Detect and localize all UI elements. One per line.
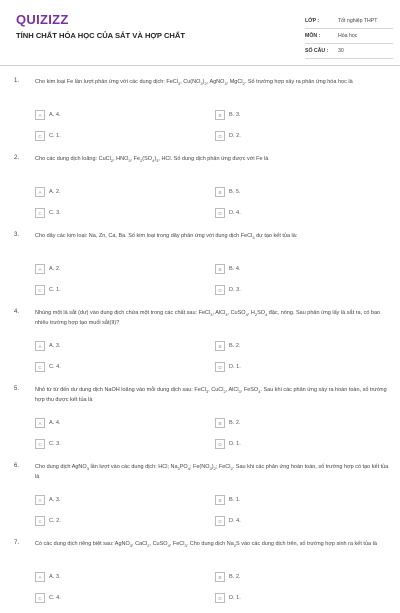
option-letter-box[interactable]: D — [215, 208, 225, 218]
option-letter-box[interactable]: D — [215, 439, 225, 449]
meta-row-class — [305, 14, 393, 29]
answer-option-c[interactable] — [35, 285, 61, 295]
answer-option-c[interactable] — [35, 131, 61, 141]
question-block — [0, 74, 400, 151]
option-letter-box[interactable]: B — [215, 495, 225, 505]
option-letter-box[interactable]: D — [215, 516, 225, 526]
answer-option-d[interactable] — [215, 208, 241, 218]
question-number: 4. — [14, 309, 20, 315]
meta-key: LỚP : — [305, 18, 320, 24]
answer-option-c[interactable] — [35, 593, 61, 603]
meta-value: 30 — [338, 48, 344, 54]
option-letter-box[interactable]: B — [215, 264, 225, 274]
meta-key: SỐ CÂU : — [305, 48, 329, 54]
meta-value: Tốt nghiệp THPT — [338, 18, 378, 24]
question-text: Cho kim loại Fe lần lượt phản ứng với các dung dịch: FeCl$_3$, $Cu(NO_3)_2$, AgNO$_3$, MgCl$_2$. Số trường hợp xảy ra phản ứng hóa học là — [35, 79, 353, 87]
question-text: Cho dãy các kim loại: Na, Zn, Ca, Ba. Số kim loại trong dãy phản ứng với dung dịch FeCl$_3$ dư tạo kết tủa là: — [35, 233, 298, 241]
answer-option-d[interactable] — [215, 285, 241, 295]
question-text: Có các dung dịch riêng biệt sau: AgNO$_3$, CaCl$_2$, CuSO$_4$, FeCl$_3$. Cho dung dịch $Na_2S$ vào các dung dịch trên, số trường hợp sinh ra kết tủa là — [35, 541, 377, 549]
option-letter-box[interactable]: B — [215, 110, 225, 120]
page-title: TÍNH CHẤT HÓA HỌC CỦA SẮT VÀ HỢP CHẤT — [16, 31, 186, 40]
answer-option-b[interactable] — [215, 110, 241, 120]
option-letter-box[interactable]: C — [35, 439, 45, 449]
answer-option-b[interactable] — [215, 572, 241, 582]
answer-option-d[interactable] — [215, 516, 241, 526]
option-label: B. 2. — [229, 420, 241, 426]
option-letter-box[interactable]: C — [35, 362, 45, 372]
answer-option-a[interactable] — [35, 495, 61, 505]
option-letter-box[interactable]: C — [35, 208, 45, 218]
option-label: A. 3. — [49, 574, 61, 580]
option-label: B. 2. — [229, 574, 241, 580]
option-label: B. 1. — [229, 497, 241, 503]
option-letter-box[interactable]: B — [215, 187, 225, 197]
question-text: Nhỏ từ từ đến dư dung dịch NaOH loãng vào mỗi dung dịch sau: FeCl$_3$, CuCl$_2$, AlCl$_3$, FeSO$_4$. Sau khi các phản ứng xảy ra hoàn toàn, số trường hợp thu được kết tủa là — [35, 387, 387, 404]
option-label: D. 3. — [229, 287, 241, 293]
answer-option-b[interactable] — [215, 187, 241, 197]
question-number: 3. — [14, 232, 20, 238]
option-label: A. 2. — [49, 266, 61, 272]
question-block — [0, 459, 400, 536]
answer-option-c[interactable] — [35, 516, 61, 526]
question-number: 2. — [14, 155, 20, 161]
meta-value: Hóa học — [338, 33, 358, 39]
option-letter-box[interactable]: C — [35, 593, 45, 603]
answer-option-d[interactable] — [215, 131, 241, 141]
answer-option-c[interactable] — [35, 362, 61, 372]
option-label: A. 4. — [49, 112, 61, 118]
option-letter-box[interactable]: A — [35, 187, 45, 197]
meta-row-count — [305, 44, 393, 59]
question-number: 5. — [14, 386, 20, 392]
question-block — [0, 382, 400, 459]
header — [0, 0, 400, 62]
question-list — [0, 74, 400, 613]
header-divider — [0, 65, 400, 66]
meta-table — [305, 14, 393, 59]
quizizz-logo: QUIZIZZ — [16, 12, 69, 27]
answer-option-b[interactable] — [215, 264, 241, 274]
answer-option-d[interactable] — [215, 593, 241, 603]
option-letter-box[interactable]: D — [215, 362, 225, 372]
question-block — [0, 151, 400, 228]
answer-option-c[interactable] — [35, 439, 61, 449]
meta-row-subject — [305, 29, 393, 44]
question-block — [0, 228, 400, 305]
question-number: 7. — [14, 540, 20, 546]
option-label: C. 4. — [49, 364, 61, 370]
option-label: B. 2. — [229, 343, 241, 349]
option-letter-box[interactable]: A — [35, 264, 45, 274]
option-label: D. 2. — [229, 133, 241, 139]
option-label: A. 3. — [49, 497, 61, 503]
question-text: Cho các dung dịch loãng: CuCl$_2$, $HNO_3$, $Fe_2(SO_4)_3$, HCl. Số dung dịch phản ứng được với Fe là — [35, 156, 269, 164]
option-letter-box[interactable]: B — [215, 341, 225, 351]
option-label: D. 1. — [229, 441, 241, 447]
answer-option-d[interactable] — [215, 439, 241, 449]
option-label: A. 2. — [49, 189, 61, 195]
answer-option-a[interactable] — [35, 418, 61, 428]
option-letter-box[interactable]: A — [35, 495, 45, 505]
option-letter-box[interactable]: A — [35, 341, 45, 351]
answer-option-c[interactable] — [35, 208, 61, 218]
answer-option-a[interactable] — [35, 187, 61, 197]
option-letter-box[interactable]: D — [215, 285, 225, 295]
answer-option-b[interactable] — [215, 418, 241, 428]
option-label: D. 4. — [229, 210, 241, 216]
answer-option-a[interactable] — [35, 341, 61, 351]
option-letter-box[interactable]: D — [215, 593, 225, 603]
option-label: C. 1. — [49, 287, 61, 293]
question-text: Cho dung dịch AgNO$_3$ lần lượt vào các dung dịch: HCl; $Na_3PO_4$; $Fe(NO_3)_2$; FeCl$_2$. Sau khi các phản ứng hoàn toàn, số trường hợp có tạo kết tủa là — [35, 464, 389, 481]
answer-option-b[interactable] — [215, 341, 241, 351]
option-label: B. 4. — [229, 266, 241, 272]
meta-key: MÔN : — [305, 33, 321, 39]
answer-option-d[interactable] — [215, 362, 241, 372]
option-label: D. 1. — [229, 595, 241, 601]
option-label: C. 3. — [49, 441, 61, 447]
option-letter-box[interactable]: A — [35, 418, 45, 428]
question-number: 6. — [14, 463, 20, 469]
answer-option-a[interactable] — [35, 572, 61, 582]
option-label: A. 4. — [49, 420, 61, 426]
option-letter-box[interactable]: B — [215, 418, 225, 428]
option-label: B. 3. — [229, 112, 241, 118]
option-letter-box[interactable]: A — [35, 110, 45, 120]
option-label: C. 2. — [49, 518, 61, 524]
question-number: 1. — [14, 78, 20, 84]
option-letter-box[interactable]: C — [35, 285, 45, 295]
option-letter-box[interactable]: C — [35, 516, 45, 526]
option-letter-box[interactable]: B — [215, 572, 225, 582]
option-letter-box[interactable]: A — [35, 572, 45, 582]
question-block — [0, 536, 400, 613]
option-letter-box[interactable]: D — [215, 131, 225, 141]
option-label: D. 4. — [229, 518, 241, 524]
option-label: C. 1. — [49, 133, 61, 139]
option-letter-box[interactable]: C — [35, 131, 45, 141]
option-label: C. 4. — [49, 595, 61, 601]
answer-option-a[interactable] — [35, 110, 61, 120]
answer-option-b[interactable] — [215, 495, 241, 505]
question-block — [0, 305, 400, 382]
option-label: C. 3. — [49, 210, 61, 216]
option-label: B. 5. — [229, 189, 241, 195]
option-label: A. 3. — [49, 343, 61, 349]
option-label: D. 1. — [229, 364, 241, 370]
answer-option-a[interactable] — [35, 264, 61, 274]
question-text: Nhúng một lá sắt (dư) vào dung dịch chứa một trong các chất sau: FeCl$_3$, AlCl$_3$, CuSO$_4$, $H_2SO_4$ đặc, nóng. Sau phản ứng lấy lá sắt ra, có bao nhiêu trường hợp tạo muối sắt(II)? — [35, 310, 381, 327]
